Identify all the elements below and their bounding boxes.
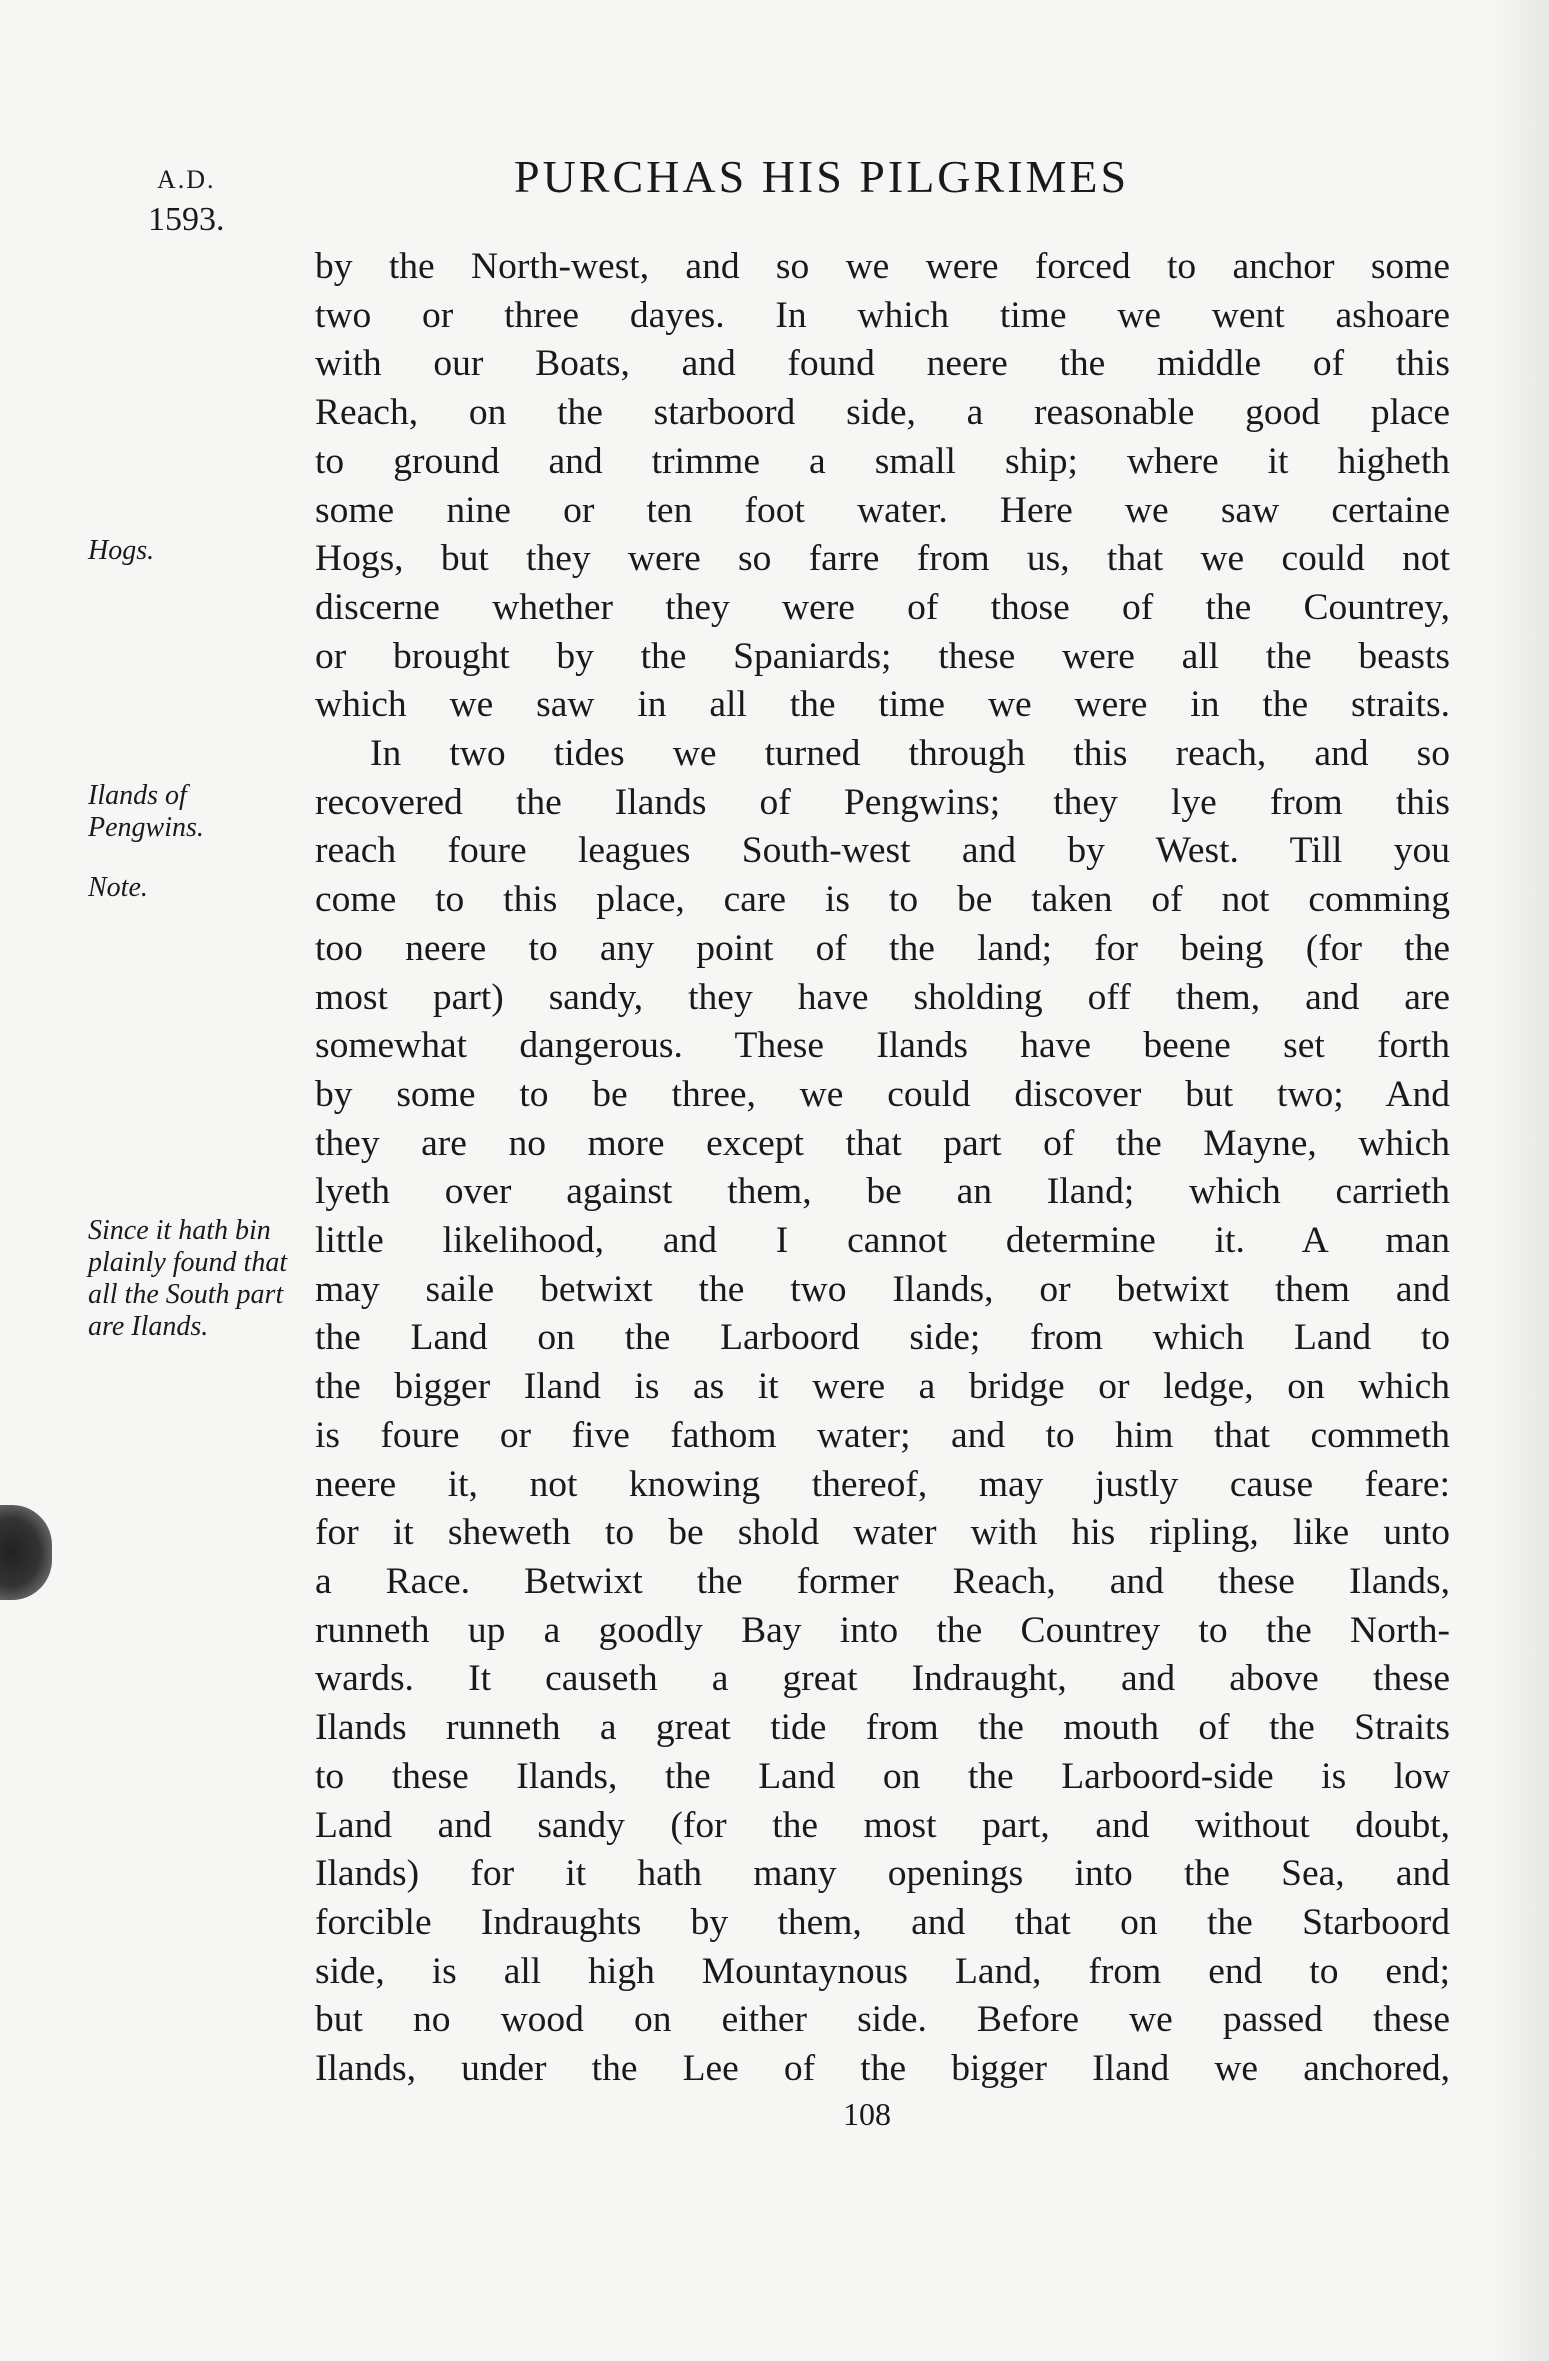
body-line: little likelihood, and I cannot determine it. A man: [315, 1220, 1450, 1262]
margin-note-note: Note.: [88, 872, 148, 903]
body-line: by the North-west, and so we were forced to anchor some: [315, 246, 1450, 287]
body-line: reach foure leagues South-west and by West. Till you: [315, 830, 1450, 872]
body-line: forcible Indraughts by them, and that on the Starboord: [315, 1901, 1450, 1943]
margin-note-hogs: Hogs.: [88, 535, 155, 566]
body-line: recovered the Ilands of Pengwins; they lye from this: [315, 781, 1450, 823]
body-line: two or three dayes. In which time we went ashoare: [315, 294, 1450, 336]
body-line: somewhat dangerous. These Ilands have beene set forth: [315, 1025, 1450, 1067]
body-line: wards. It causeth a great Indraught, and above these: [315, 1658, 1450, 1700]
year-value: 1593.: [148, 201, 225, 238]
page-edge-shadow: [1489, 0, 1549, 2361]
body-line: or brought by the Spaniards; these were all the beasts: [315, 635, 1450, 677]
body-line: side, is all high Mountaynous Land, from end to end;: [315, 1950, 1450, 1992]
body-text: [315, 243, 1450, 2094]
body-line: Reach, on the starboord side, a reasonable good place: [315, 392, 1450, 434]
year-label: [148, 160, 225, 240]
page-number: 108: [843, 2096, 891, 2132]
body-line: by some to be three, we could discover but two; And: [315, 1073, 1450, 1115]
scanner-thumb-shadow: [0, 1505, 52, 1600]
margin-note-since-it-hath: Since it hath bin plainly found that all the South part are Ilands.: [88, 1215, 288, 1342]
running-head: PURCHAS HIS PILGRIMES: [514, 151, 1130, 202]
body-line: lyeth over against them, be an Iland; which carrieth: [315, 1171, 1450, 1213]
body-line: Ilands) for it hath many openings into the Sea, and: [315, 1853, 1450, 1895]
body-line: for it sheweth to be shold water with his ripling, like unto: [315, 1512, 1450, 1554]
body-line: the bigger Iland is as it were a bridge or ledge, on which: [315, 1366, 1450, 1408]
body-line: they are no more except that part of the Mayne, which: [315, 1122, 1450, 1164]
body-line: most part) sandy, they have sholding off them, and are: [315, 976, 1450, 1018]
body-line: but no wood on either side. Before we passed these: [315, 1999, 1450, 2041]
body-line: discerne whether they were of those of the Countrey,: [315, 586, 1450, 628]
body-line: runneth up a goodly Bay into the Countrey to the North-: [315, 1609, 1450, 1651]
body-line: a Race. Betwixt the former Reach, and these Ilands,: [315, 1560, 1450, 1602]
body-line: is foure or five fathom water; and to him that commeth: [315, 1414, 1450, 1456]
body-line: Ilands, under the Lee of the bigger Iland we anchored,: [315, 2048, 1450, 2090]
body-line: Ilands runneth a great tide from the mouth of the Straits: [315, 1707, 1450, 1749]
body-line: In two tides we turned through this reach, and so: [370, 733, 1450, 775]
body-line: which we saw in all the time we were in the straits.: [315, 684, 1450, 726]
body-line: may saile betwixt the two Ilands, or betwixt them and: [315, 1268, 1450, 1310]
body-line: come to this place, care is to be taken of not comming: [315, 879, 1450, 921]
body-line: Land and sandy (for the most part, and without doubt,: [315, 1804, 1450, 1846]
body-line: with our Boats, and found neere the middle of this: [315, 343, 1450, 385]
body-line: Hogs, but they were so farre from us, that we could not: [315, 538, 1450, 580]
ad-label: A.D.: [156, 165, 216, 194]
body-line: too neere to any point of the land; for being (for the: [315, 927, 1450, 969]
margin-note-ilands-of-pengwins: Ilands of Pengwins.: [88, 780, 204, 843]
body-line: some nine or ten foot water. Here we saw certaine: [315, 489, 1450, 531]
body-line: to ground and trimme a small ship; where it higheth: [315, 440, 1450, 482]
body-line: neere it, not knowing thereof, may justly cause feare:: [315, 1463, 1450, 1505]
body-line: the Land on the Larboord side; from which Land to: [315, 1317, 1450, 1359]
body-line: to these Ilands, the Land on the Larboord-side is low: [315, 1755, 1450, 1797]
